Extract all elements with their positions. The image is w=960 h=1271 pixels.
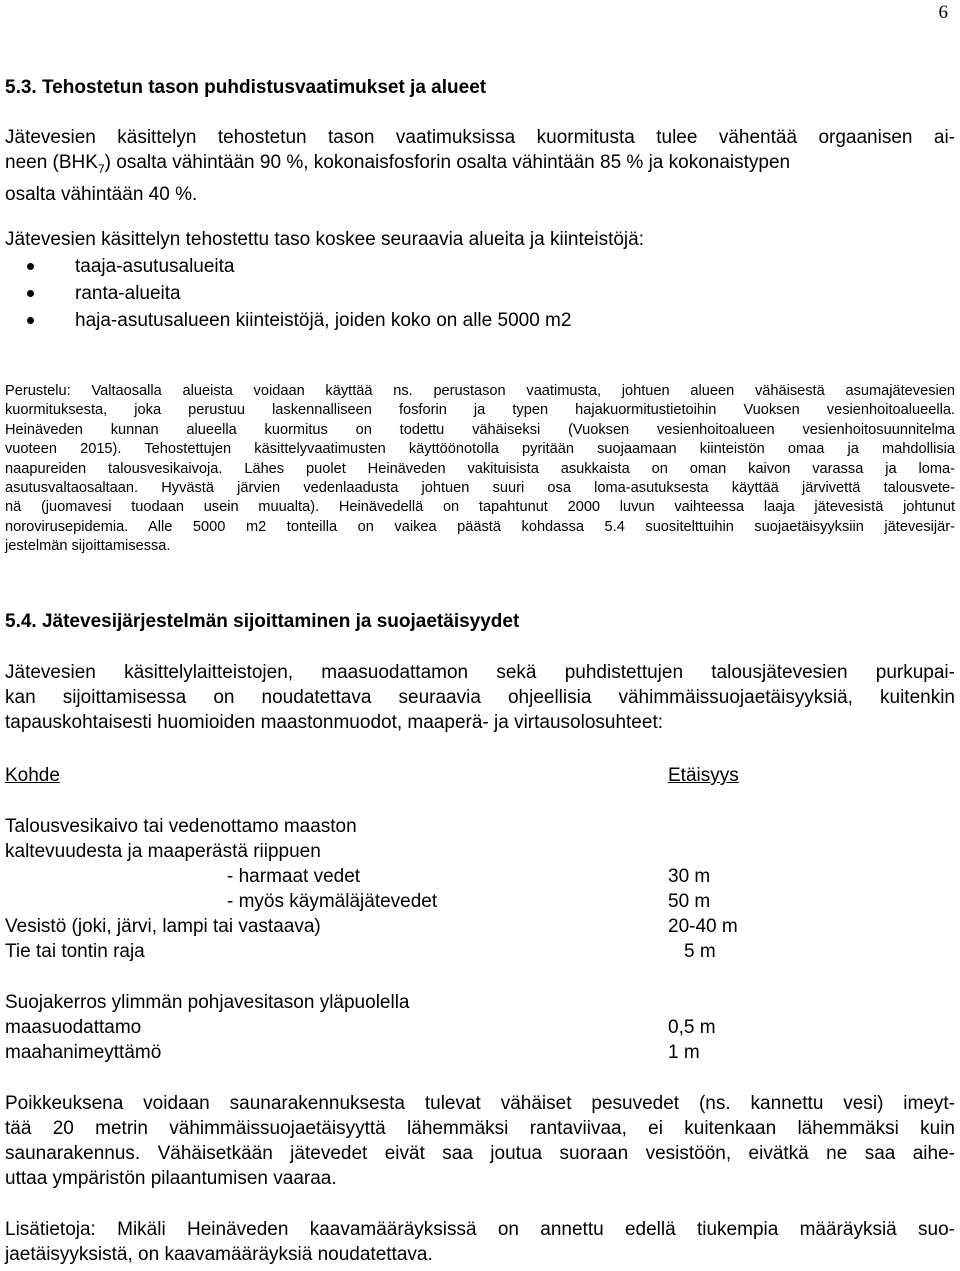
intro-line: tapauskohtaisesti huomioiden maastonmuodot, maaperä- ja virtausolosuhteet:	[5, 712, 663, 733]
lisatietoja-line: Lisätietoja: Mikäli Heinäveden kaavamääräyksissä on annettu edellä tiukempia määräyksiä suo-	[5, 1219, 955, 1240]
kohde-cell: maasuodattamo	[5, 1017, 142, 1038]
perustelu-line: jestelmän sijoittamisessa.	[5, 538, 171, 555]
perustelu-line: nä (juomavesi tuodaan usein muualta). Heinävedellä on tapahtunut 2000 luvun vaihteessa laaja jätevesistä johtunut	[5, 499, 955, 516]
requirements-paragraph	[5, 125, 955, 207]
etaisyys-cell: 50 m	[668, 891, 711, 912]
perustelu-paragraph	[5, 382, 955, 557]
areas-intro: Jätevesien käsittelyn tehostettu taso koskee seuraavia alueita ja kiinteistöjä:	[5, 229, 644, 250]
perustelu-line: Heinäveden kunnan alueella kuormitus on todettu vähäiseksi (Vuoksen vesienhoitoalueen vesienhoitosuunnitelma	[5, 421, 955, 438]
kohde-cell: Vesistö (joki, järvi, lampi tai vastaava)	[5, 916, 321, 937]
poikkeus-line: Poikkeuksena voidaan saunarakennuksesta tulevat vähäiset pesuvedet (ns. kannettu vesi) imeyt-	[5, 1093, 955, 1114]
bullet-icon	[27, 290, 34, 297]
bullet-text: taaja-asutusalueita	[75, 256, 235, 277]
page-number: 6	[938, 2, 948, 23]
text-run: neen (BHK	[5, 152, 98, 173]
bullet-text: ranta-alueita	[75, 283, 181, 304]
paragraph-line	[5, 150, 955, 182]
etaisyys-cell: 5 m	[684, 941, 716, 962]
paragraph-line: osalta vähintään 40 %.	[5, 183, 198, 205]
perustelu-line: naapureiden talousvesikaivoja. Lähes puolet Heinäveden vakituisista asukkaista on oman kaivon varassa ja loma-	[5, 460, 955, 477]
perustelu-line: vuoteen 2015). Tehostettujen käsittelyvaatimusten käyttöönotolla pyritään suojaamaan kiinteistön omaa ja mahdollisia	[5, 441, 955, 458]
poikkeus-line: uttaa ympäristön pilaantumisen vaaraa.	[5, 1168, 337, 1189]
poikkeus-line: saunarakennus. Vähäisetkään jätevedet eivät saa joutua suoraan vesistöön, eivätkä ne saa aihe-	[5, 1143, 955, 1164]
perustelu-line: Perustelu: Valtaosalla alueista voidaan käyttää ns. perustason vaatimusta, johtuen alueen vähäisestä asumajätevesien	[5, 383, 955, 399]
kohde-cell: Tie tai tontin raja	[5, 941, 145, 962]
section-heading-5-3: 5.3. Tehostetun tason puhdistusvaatimukset ja alueet	[5, 77, 487, 98]
kohde-cell: - harmaat vedet	[227, 866, 361, 887]
bullet-text: haja-asutusalueen kiinteistöjä, joiden koko on alle 5000 m2	[75, 310, 572, 331]
perustelu-line: kuormituksesta, joka perustuu laskennalliseen fosforin ja typen hajakuormitustietoihin Vuoksen vesienhoitoalueella.	[5, 402, 955, 419]
lisatietoja-line: jaetäisyyksistä, on kaavamääräyksiä noudatettava.	[5, 1244, 433, 1265]
bullet-item	[0, 253, 900, 280]
intro-line: kan sijoittamisessa on noudatettava seuraavia ohjeellisia vähimmäissuojaetäisyyksiä, kuitenkin	[5, 687, 955, 708]
etaisyys-cell: 0,5 m	[668, 1017, 716, 1038]
lisatietoja-paragraph	[5, 1217, 955, 1267]
bullet-item	[0, 307, 900, 334]
poikkeus-paragraph	[5, 1091, 955, 1191]
paragraph-line: Jätevesien käsittelyn tehostetun tason vaatimuksissa kuormitusta tulee vähentää orgaanisen ai-	[5, 127, 955, 148]
section-heading-5-4: 5.4. Jätevesijärjestelmän sijoittaminen ja suojaetäisyydet	[5, 611, 520, 632]
etaisyys-cell: 30 m	[668, 866, 711, 887]
poikkeus-line: tää 20 metrin vähimmäissuojaetäisyyttä lähemmäksi rantaviivaa, ei kuitenkaan lähemmäksi kuin	[5, 1118, 955, 1139]
perustelu-line: norovirusepidemia. Alle 5000 m2 tonteilla on vaikea päästä kohdassa 5.4 suositelttuihin suojaetäisyyksiin jätevesijär-	[5, 518, 955, 535]
etaisyys-cell: 20-40 m	[668, 916, 738, 937]
bullet-item	[0, 280, 900, 307]
perustelu-line: asutusvaltaosaltaan. Hyvästä järvien vedenlaadusta johtuen suuri osa loma-asutuksesta käyttää järvivettä talousvete-	[5, 480, 955, 497]
kohde-cell: Suojakerros ylimmän pohjavesitason yläpuolella	[5, 992, 410, 1013]
column-header-kohde: Kohde	[5, 765, 60, 786]
column-header-etaisyys: Etäisyys	[668, 765, 739, 786]
kohde-cell: kaltevuudesta ja maaperästä riippuen	[5, 841, 321, 862]
distances-intro	[5, 660, 955, 735]
etaisyys-cell: 1 m	[668, 1042, 700, 1063]
areas-bullet-list	[0, 253, 900, 334]
text-run: ) osalta vähintään 90 %, kokonaisfosforin osalta vähintään 85 % ja kokonaistypen	[104, 152, 791, 173]
bullet-icon	[27, 317, 34, 324]
subscript: 7	[97, 161, 105, 176]
kohde-cell: maahanimeyttämö	[5, 1042, 162, 1063]
bullet-icon	[27, 263, 34, 270]
intro-line: Jätevesien käsittelylaitteistojen, maasuodattamon sekä puhdistettujen talousjätevesien purkupai-	[5, 662, 955, 683]
kohde-cell: Talousvesikaivo tai vedenottamo maaston	[5, 816, 357, 837]
kohde-cell: - myös käymäläjätevedet	[227, 891, 438, 912]
